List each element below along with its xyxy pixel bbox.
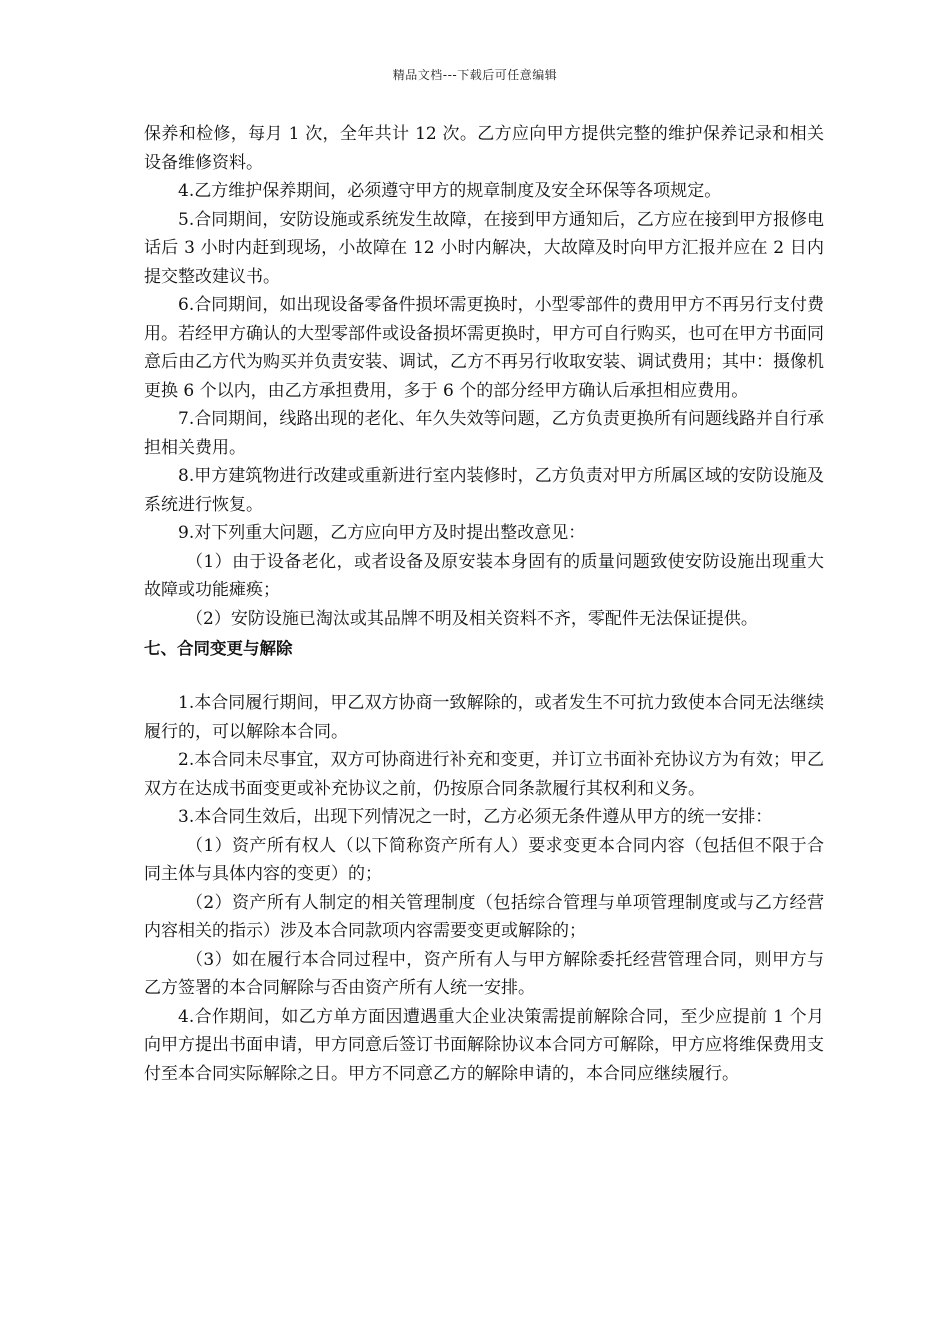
- paragraph-change-4: 4.合作期间，如乙方单方面因遭遇重大企业决策需提前解除合同，至少应提前 1 个月向甲方提出书面申请，甲方同意后签订书面解除协议本合同方可解除，甲方应将维保费用支付至本合同实际解除之日。甲方不同意乙方的解除申请的，本合同应继续履行。: [144, 1006, 824, 1084]
- paragraph-change-3-sub-1: （1）资产所有权人（以下简称资产所有人）要求变更本合同内容（包括但不限于合同主体与具体内容的变更）的；: [144, 835, 824, 884]
- paragraph-item-9-sub-2: （2）安防设施已淘汰或其品牌不明及相关资料不齐，零配件无法保证提供。: [186, 608, 758, 629]
- paragraph-change-3-sub-2: （2）资产所有人制定的相关管理制度（包括综合管理与单项管理制度或与乙方经营内容相关的指示）涉及本合同款项内容需要变更或解除的；: [144, 892, 824, 941]
- paragraph-change-3: 3.本合同生效后，出现下列情况之一时，乙方必须无条件遵从甲方的统一安排：: [178, 807, 773, 827]
- paragraph-maintenance-continuation: 保养和检修，每月 1 次，全年共计 12 次。乙方应向甲方提供完整的维护保养记录和相关设备维修资料。: [144, 124, 824, 173]
- paragraph-change-3-sub-3: （3）如在履行本合同过程中，资产所有人与甲方解除委托经营管理合同，则甲方与乙方签署的本合同解除与否由资产所有人统一安排。: [144, 949, 824, 998]
- document-body: [144, 120, 824, 1088]
- section-heading-contract-change: 七、合同变更与解除: [144, 639, 293, 658]
- paragraph-item-4: 4.乙方维护保养期间，必须遵守甲方的规章制度及安全环保等各项规定。: [178, 181, 722, 201]
- paragraph-item-8: 8.甲方建筑物进行改建或重新进行室内装修时，乙方负责对甲方所属区域的安防设施及系统进行恢复。: [144, 466, 824, 515]
- paragraph-item-7: 7.合同期间，线路出现的老化、年久失效等问题，乙方负责更换所有问题线路并自行承担相关费用。: [144, 409, 824, 458]
- paragraph-item-9: 9.对下列重大问题，乙方应向甲方及时提出整改意见：: [178, 523, 586, 543]
- spacer: [144, 675, 824, 689]
- page-header: 精品文档---下载后可任意编辑: [392, 68, 558, 82]
- paragraph-change-1: 1.本合同履行期间，甲乙双方协商一致解除的，或者发生不可抗力致使本合同无法继续履行的，可以解除本合同。: [144, 693, 824, 742]
- paragraph-item-5: 5.合同期间，安防设施或系统发生故障，在接到甲方通知后，乙方应在接到甲方报修电话后 3 小时内赶到现场，小故障在 12 小时内解决，大故障及时向甲方汇报并应在 2 日内提交整改建议书。: [144, 209, 824, 287]
- paragraph-item-6: 6.合同期间，如出现设备零备件损坏需更换时，小型零部件的费用甲方不再另行支付费用。若经甲方确认的大型零部件或设备损坏需更换时，甲方可自行购买，也可在甲方书面同意后由乙方代为购买并负责安装、调试，乙方不再另行收取安装、调试费用；其中：摄像机更换 6 个以内，由乙方承担费用，多于 6 个的部分经甲方确认后承担相应费用。: [144, 295, 824, 401]
- paragraph-item-9-sub-1: （1）由于设备老化，或者设备及原安装本身固有的质量问题致使安防设施出现重大故障或功能瘫痪；: [144, 551, 824, 600]
- paragraph-change-2: 2.本合同未尽事宜，双方可协商进行补充和变更，并订立书面补充协议方为有效；甲乙双方在达成书面变更或补充协议之前，仍按原合同条款履行其权利和义务。: [144, 750, 824, 799]
